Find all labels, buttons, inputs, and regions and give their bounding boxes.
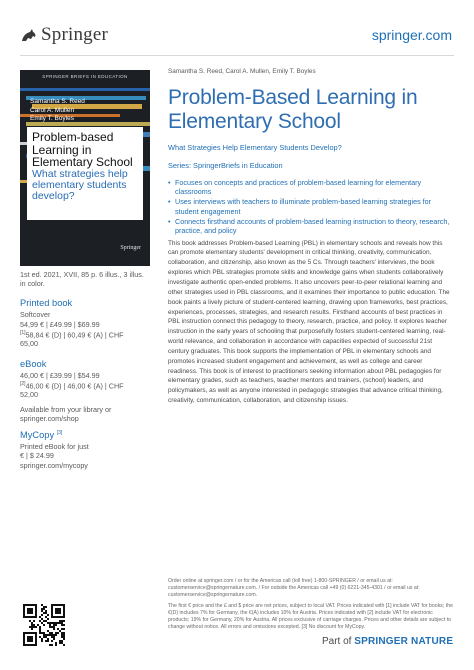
footnote-marker: [1] [20, 329, 26, 336]
ebook-heading: eBook [20, 358, 47, 369]
brand-name: Springer [41, 24, 109, 45]
book-title: Problem-Based Learning in Elementary School [168, 86, 418, 133]
purchase-info [20, 270, 150, 470]
ebook-price: 46,00 € | £39.99 | $54.99 [20, 370, 100, 380]
book-series: Series: SpringerBriefs in Education [168, 161, 283, 170]
feature-item: • Focuses on concepts and practices of problem-based learning for elementary classrooms [168, 178, 452, 197]
cover-title-box [27, 127, 143, 220]
footnote-marker: [2] [20, 380, 26, 387]
footer-notes [168, 578, 454, 635]
cover-author: Samantha S. Reed [30, 98, 85, 105]
mycopy-heading [20, 428, 150, 440]
order-info: Order online at springer.com / or for the Americas call (toll free) 1-800-SPRINGER / or email us at: customerservice@springernature.com. / For outside the Americas call +49 (0) 6221-345-4301 / or email us at: customerservice@springernature.com. [168, 578, 420, 598]
mycopy-link[interactable]: springer.com/mycopy [20, 460, 88, 470]
cover-authors [30, 98, 85, 124]
cover-title-line: Problem-based [32, 130, 114, 144]
springer-horse-icon [20, 27, 38, 43]
feature-item: • Connects firsthand accounts of problem-based learning instruction to theory, research, practice, and policy [168, 217, 452, 236]
cover-stripe [20, 88, 150, 91]
site-link[interactable]: springer.com [371, 27, 452, 43]
ebook-price-chf: 52,00 [20, 390, 38, 400]
qr-code-icon[interactable] [23, 604, 65, 646]
book-authors: Samantha S. Reed, Carol A. Mullen, Emily T. Boyles [168, 68, 316, 75]
cover-subtitle-line: develop? [32, 190, 75, 202]
book-description: This book addresses Problem-based Learning (PBL) in elementary schools and reveals how this can promote elementary students' development in critical thinking, creativity, communication, collaboration, and citizenship, also known as the 5 Cs. Through teachers' interviews, the book explores which PBL strategies promote skills and knowledge gains when students collaboratively investigate authentic open-ended problems. It also uncovers peer-to-peer relational learning and other strategies used in PBL classrooms, and it examines their importance to public education. The book paints a lively picture of student-centered learning, drawing upon frameworks, best practices, experiences, processes, strategies, and research results. Firsthand accounts of best practices in PBL instruction connect this pedagogy to theory, research, practice, and policy. It explores teacher instruction in the early years of schooling that purposefully fosters student-centered learning, real-world relevance, and collaboration in accordance with capacities expected of successful 21st century graduates. This book supports the implementation of PBL in elementary schools and promotes increased student engagement and achievement, as well as college and career readiness. This book is of interest to practitioners seeking information about PBL pedagogies for elementary grades, such as teachers, teacher mentors and trainers, (school) leaders, and policymakers, as well as anyone interested in pedagogic strategies that advance critical thinking, creativity, communication, collaboration, and citizenship issues. [168, 239, 450, 405]
cover-title-line: Learning in [32, 142, 92, 157]
printed-price-local-text: 58,84 € (D) | 60,49 € (A) | CHF [25, 330, 124, 340]
footnote-marker: [3] [56, 430, 63, 437]
cover-subtitle-line: elementary students [32, 179, 127, 191]
printed-price-local [20, 329, 150, 340]
printed-price: 54,99 € | £49.99 | $69.99 [20, 319, 100, 329]
shop-link[interactable]: springer.com/shop [20, 413, 79, 423]
feature-list [168, 178, 452, 236]
availability-note: Available from your library or [20, 404, 112, 414]
ebook-price-local-text: 46,00 € (D) | 46,00 € (A) | CHF [25, 381, 124, 391]
header-divider [20, 55, 454, 56]
printed-price-chf: 65,00 [20, 339, 38, 349]
cover-title [32, 131, 133, 169]
springer-nature-brand: SPRINGER NATURE [354, 636, 454, 647]
cover-title-line: Elementary School [32, 155, 133, 169]
mycopy-price: € | $ 24.99 [20, 451, 54, 461]
cover-series-label: SPRINGER BRIEFS IN EDUCATION [42, 74, 128, 79]
springer-logo[interactable] [20, 24, 108, 46]
cover-subtitle-line: What strategies help [32, 168, 128, 180]
page-header [0, 0, 474, 56]
printed-format: Softcover [20, 310, 51, 320]
edition-info: 1st ed. 2021, XVII, 85 p. 6 illus., 3 illus. in color. [20, 270, 144, 289]
springer-nature-badge [322, 636, 453, 647]
mycopy-description: Printed eBook for just [20, 442, 89, 452]
price-notes: The first € price and the £ and $ price are net prices, subject to local VAT. Prices indicated with [1] include VAT for books; the €(D) includes 7% for Germany, the €(A) includes 10% for Austria. Prices indicated with [2] include VAT for electronic products; 19% for Germany, 20% for Austria. All prices exclusive of carriage charges. Prices and other details are subject to change without notice. All errors and omissions excepted. [3] No discount for MyCopy. [168, 603, 453, 630]
book-details [168, 68, 452, 406]
cover-subtitle [32, 169, 128, 202]
ebook-price-local [20, 380, 150, 391]
cover-author: Emily T. Boyles [30, 115, 74, 122]
mycopy-heading-text: MyCopy [20, 430, 55, 441]
printed-book-heading: Printed book [20, 298, 73, 309]
cover-author: Carol A. Mullen [30, 106, 75, 114]
cover-publisher: Springer [120, 245, 141, 251]
part-of-label: Part of [322, 636, 352, 647]
feature-item: • Uses interviews with teachers to illuminate problem-based learning strategies for student engagement [168, 197, 452, 216]
book-cover [20, 70, 150, 266]
book-subtitle: What Strategies Help Elementary Students Develop? [168, 143, 342, 152]
